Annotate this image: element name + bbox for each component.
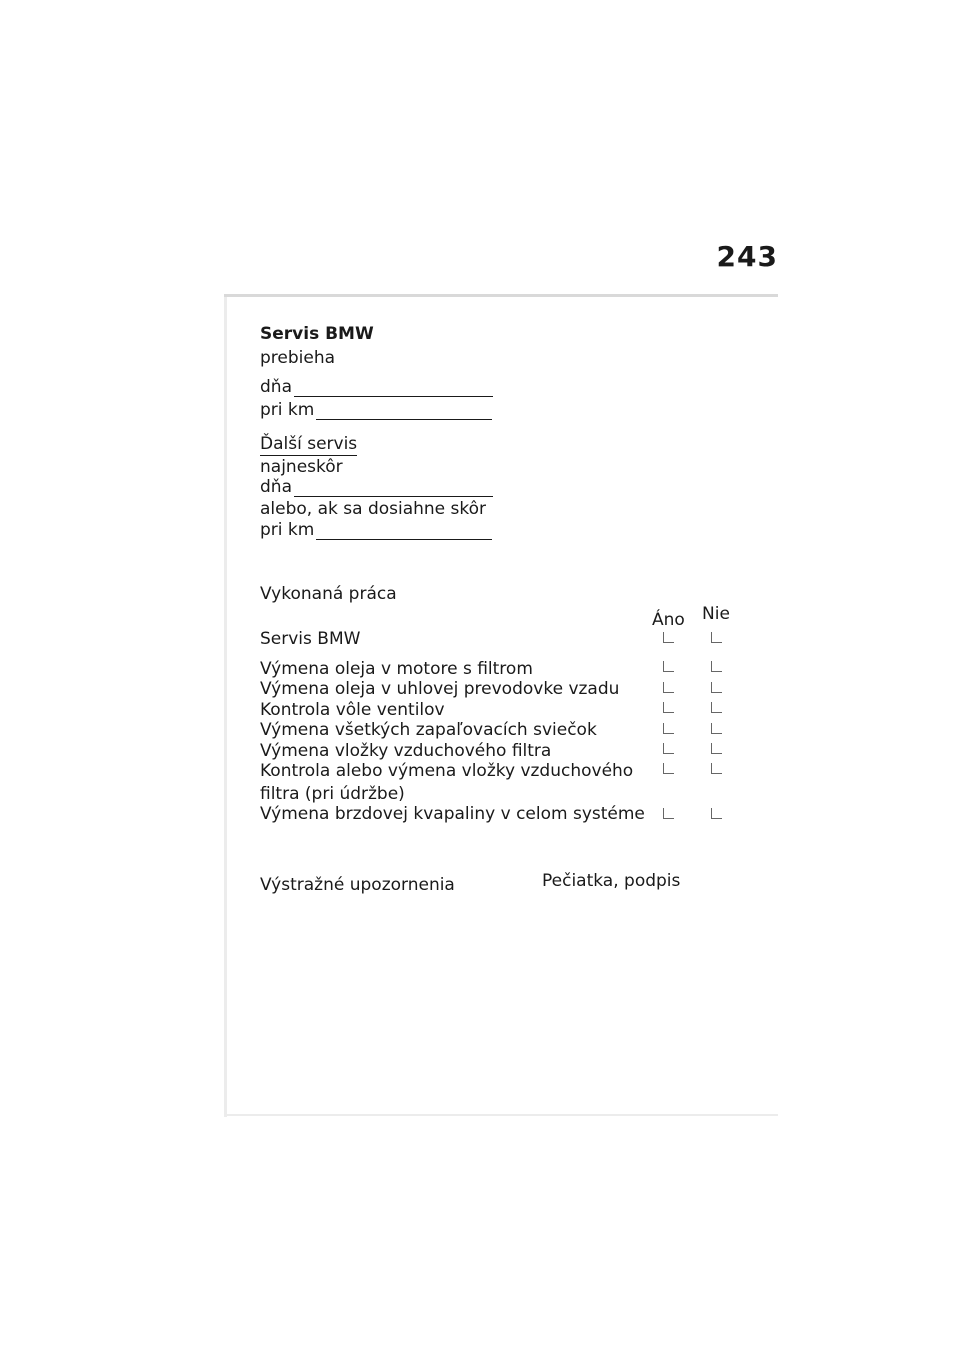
checkbox-no[interactable] (711, 763, 722, 774)
next-service-date-line[interactable] (294, 482, 493, 497)
work-item: Kontrola alebo výmena vložky vzduchového (260, 761, 634, 781)
service-km-line[interactable] (316, 405, 492, 420)
next-service-km-line[interactable] (316, 525, 492, 540)
next-service-km-label: pri km (260, 520, 315, 540)
work-item-continued: filtra (pri údržbe) (260, 784, 405, 804)
service-heading: Servis BMW (260, 324, 374, 344)
checkbox-yes[interactable] (663, 632, 674, 643)
service-date-field[interactable] (260, 377, 493, 397)
work-heading: Vykonaná práca (260, 584, 397, 604)
header-rule (224, 294, 778, 297)
work-item: Výmena oleja v motore s filtrom (260, 659, 533, 679)
next-service-heading-text: Ďalší servis (260, 434, 358, 454)
checkbox-no[interactable] (711, 632, 722, 643)
checkbox-no[interactable] (711, 808, 722, 819)
checkbox-yes[interactable] (663, 743, 674, 754)
work-item: Servis BMW (260, 629, 361, 649)
checkbox-no[interactable] (711, 743, 722, 754)
service-km-label: pri km (260, 400, 315, 420)
left-margin-rule (224, 297, 227, 1117)
checkbox-yes[interactable] (663, 661, 674, 672)
next-service-latest: najneskôr (260, 457, 343, 477)
checkbox-no[interactable] (711, 661, 722, 672)
checkbox-yes[interactable] (663, 702, 674, 713)
next-service-date-label: dňa (260, 477, 292, 497)
footer-rule (224, 1114, 778, 1116)
checkbox-yes[interactable] (663, 682, 674, 693)
service-status: prebieha (260, 348, 336, 368)
work-item: Výmena všetkých zapaľovacích sviečok (260, 720, 597, 740)
col-no-header: Nie (702, 604, 730, 624)
stamp-signature-label: Pečiatka, podpis (542, 871, 681, 891)
warnings-label: Výstražné upozornenia (260, 875, 455, 895)
service-date-label: dňa (260, 377, 292, 397)
checkbox-yes[interactable] (663, 723, 674, 734)
next-service-heading (260, 434, 357, 454)
next-service-km-field[interactable] (260, 520, 492, 540)
next-service-date-field[interactable] (260, 477, 493, 497)
service-date-line[interactable] (294, 382, 493, 397)
work-item: Kontrola vôle ventilov (260, 700, 445, 720)
checkbox-no[interactable] (711, 723, 722, 734)
work-item: Výmena oleja v uhlovej prevodovke vzadu (260, 679, 620, 699)
work-item: Výmena vložky vzduchového filtra (260, 741, 552, 761)
col-yes-header: Áno (652, 610, 685, 630)
work-item: Výmena brzdovej kvapaliny v celom systéme (260, 804, 645, 824)
next-service-condition: alebo, ak sa dosiahne skôr (260, 499, 487, 519)
checkbox-no[interactable] (711, 702, 722, 713)
checkbox-no[interactable] (711, 682, 722, 693)
checkbox-yes[interactable] (663, 808, 674, 819)
service-km-field[interactable] (260, 400, 492, 420)
page-number: 243 (716, 240, 778, 273)
checkbox-yes[interactable] (663, 763, 674, 774)
